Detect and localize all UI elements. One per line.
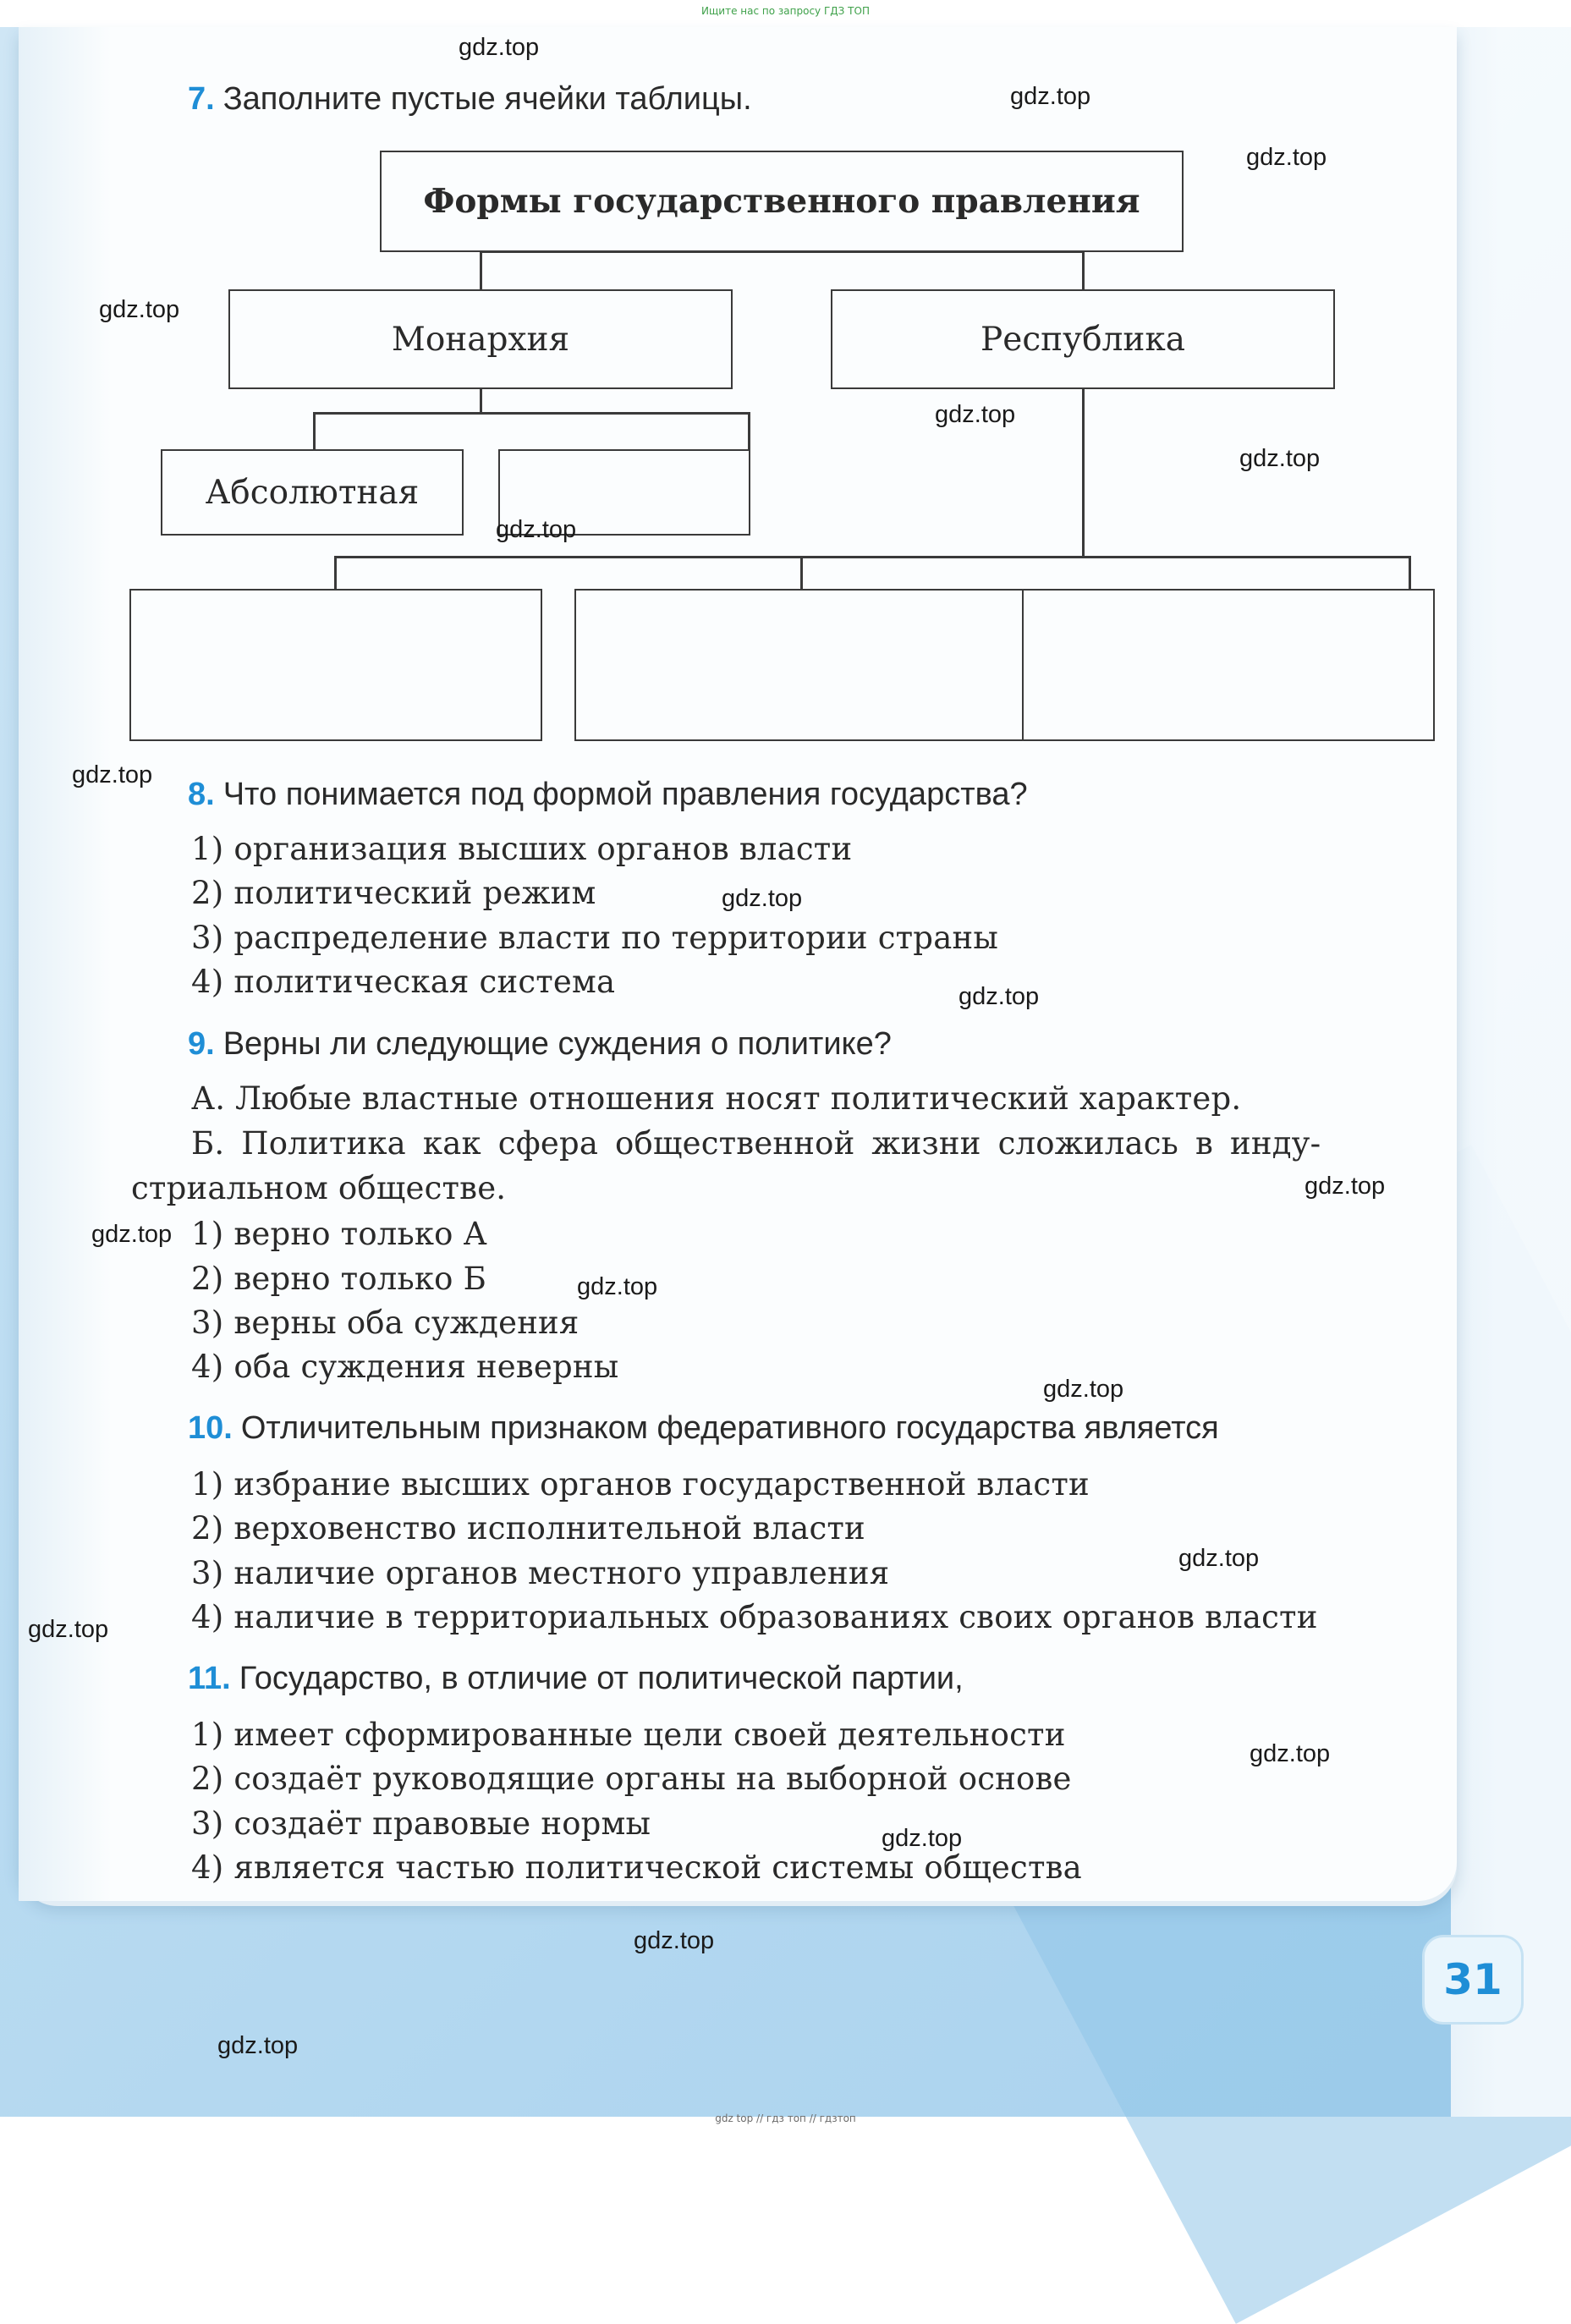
question-10-option[interactable]: 1) избрание высших органов государственной власти [191,1466,1090,1503]
watermark: gdz.top [496,516,577,543]
diagram-connector [313,412,316,451]
diagram-connector [1082,387,1085,557]
diagram-empty-cell[interactable] [1022,589,1435,741]
watermark: gdz.top [882,1825,963,1852]
diagram-monarchy-box [228,289,733,389]
watermark: gdz.top [577,1273,658,1300]
watermark: gdz.top [1178,1545,1260,1572]
question-9-text: Верны ли следующие суждения о политике? [222,1026,892,1062]
question-7-heading [188,81,752,118]
question-7-text: Заполните пустые ячейки таблицы. [222,81,752,117]
watermark: gdz.top [91,1221,173,1248]
page-number: 31 [1443,1955,1502,2004]
watermark: gdz.top [459,34,540,61]
question-10-option[interactable]: 3) наличие органов местного управления [191,1555,890,1591]
question-11-option[interactable]: 2) создаёт руководящие органы на выборной основе [191,1761,1072,1797]
question-9-option[interactable]: 3) верны оба суждения [191,1305,580,1341]
question-11-option[interactable]: 3) создаёт правовые нормы [191,1805,651,1842]
question-8-text: Что понимается под формой правления государства? [222,777,1028,812]
diagram-connector [313,412,750,415]
question-8-option[interactable]: 2) политический режим [191,875,596,911]
watermark: gdz.top [1239,445,1321,472]
diagram-republic-box [831,289,1335,389]
diagram-empty-cell[interactable] [574,589,1028,741]
diagram-monarchy-label: Монархия [391,320,570,359]
watermark: gdz.top [99,296,180,323]
question-9-option[interactable]: 2) верно только Б [191,1261,486,1297]
question-8-option[interactable]: 4) политическая система [191,964,616,1000]
watermark: gdz.top [28,1616,109,1643]
question-10-number: 10. [188,1410,233,1446]
question-10-text: Отличительным признаком федеративного государства является [240,1410,1219,1446]
background-edge [1451,27,1571,2117]
diagram-connector [748,412,750,451]
diagram-connector [480,250,482,291]
diagram-root-box [380,151,1184,252]
question-8-number: 8. [188,777,215,812]
diagram-absolute-label: Абсолютная [205,473,420,512]
watermark: gdz.top [1010,83,1091,110]
diagram-connector [334,556,1410,558]
diagram-absolute-box [161,449,464,536]
watermark: gdz.top [935,401,1016,428]
question-8-option[interactable]: 1) организация высших органов власти [191,831,853,867]
watermark: gdz.top [217,2032,299,2059]
watermark: gdz.top [1305,1173,1386,1200]
diagram-connector [1082,250,1085,291]
question-9-statement-b-cont: стриальном обществе. [131,1170,507,1206]
watermark: gdz.top [959,983,1040,1010]
question-10-option[interactable]: 4) наличие в территориальных образованиях своих органов власти [191,1599,1318,1635]
watermark: gdz.top [634,1927,715,1954]
question-9-option[interactable]: 4) оба суждения неверны [191,1349,619,1385]
question-10-option[interactable]: 2) верховенство исполнительной власти [191,1510,865,1547]
question-10-heading [188,1410,1219,1447]
diagram-connector [1409,556,1411,591]
question-9-heading [188,1026,892,1063]
page-number-badge [1425,1937,1521,2022]
diagram-connector [334,556,337,591]
question-11-number: 11. [188,1661,231,1696]
question-7-number: 7. [188,81,215,117]
question-9-statement-a: А. Любые властные отношения носят политический характер. [191,1080,1242,1117]
question-11-heading [188,1661,964,1697]
question-11-option[interactable]: 4) является частью политической системы общества [191,1849,1082,1886]
diagram-connector [800,556,803,591]
question-9-statement-b: Б. Политика как сфера общественной жизни сложилась в инду- [191,1125,1321,1162]
question-8-heading [188,777,1028,813]
diagram-empty-cell[interactable] [129,589,542,741]
watermark: gdz.top [1246,144,1327,171]
question-11-option[interactable]: 1) имеет сформированные цели своей деятельности [191,1717,1066,1753]
diagram-root-label: Формы государственного правления [423,182,1140,221]
watermark: gdz.top [722,885,803,912]
question-11-text: Государство, в отличие от политической партии, [239,1661,964,1696]
bottom-note: gdz top // гдз топ // гдзтоп [715,2112,856,2124]
watermark: gdz.top [1043,1376,1124,1403]
watermark: gdz.top [1250,1740,1331,1767]
watermark: gdz.top [72,761,153,788]
diagram-republic-label: Республика [981,320,1185,359]
question-9-number: 9. [188,1026,215,1062]
question-9-option[interactable]: 1) верно только А [191,1216,487,1252]
question-8-option[interactable]: 3) распределение власти по территории страны [191,920,998,956]
diagram-connector [480,387,482,413]
top-search-note: Ищите нас по запросу ГДЗ ТОП [701,5,870,17]
